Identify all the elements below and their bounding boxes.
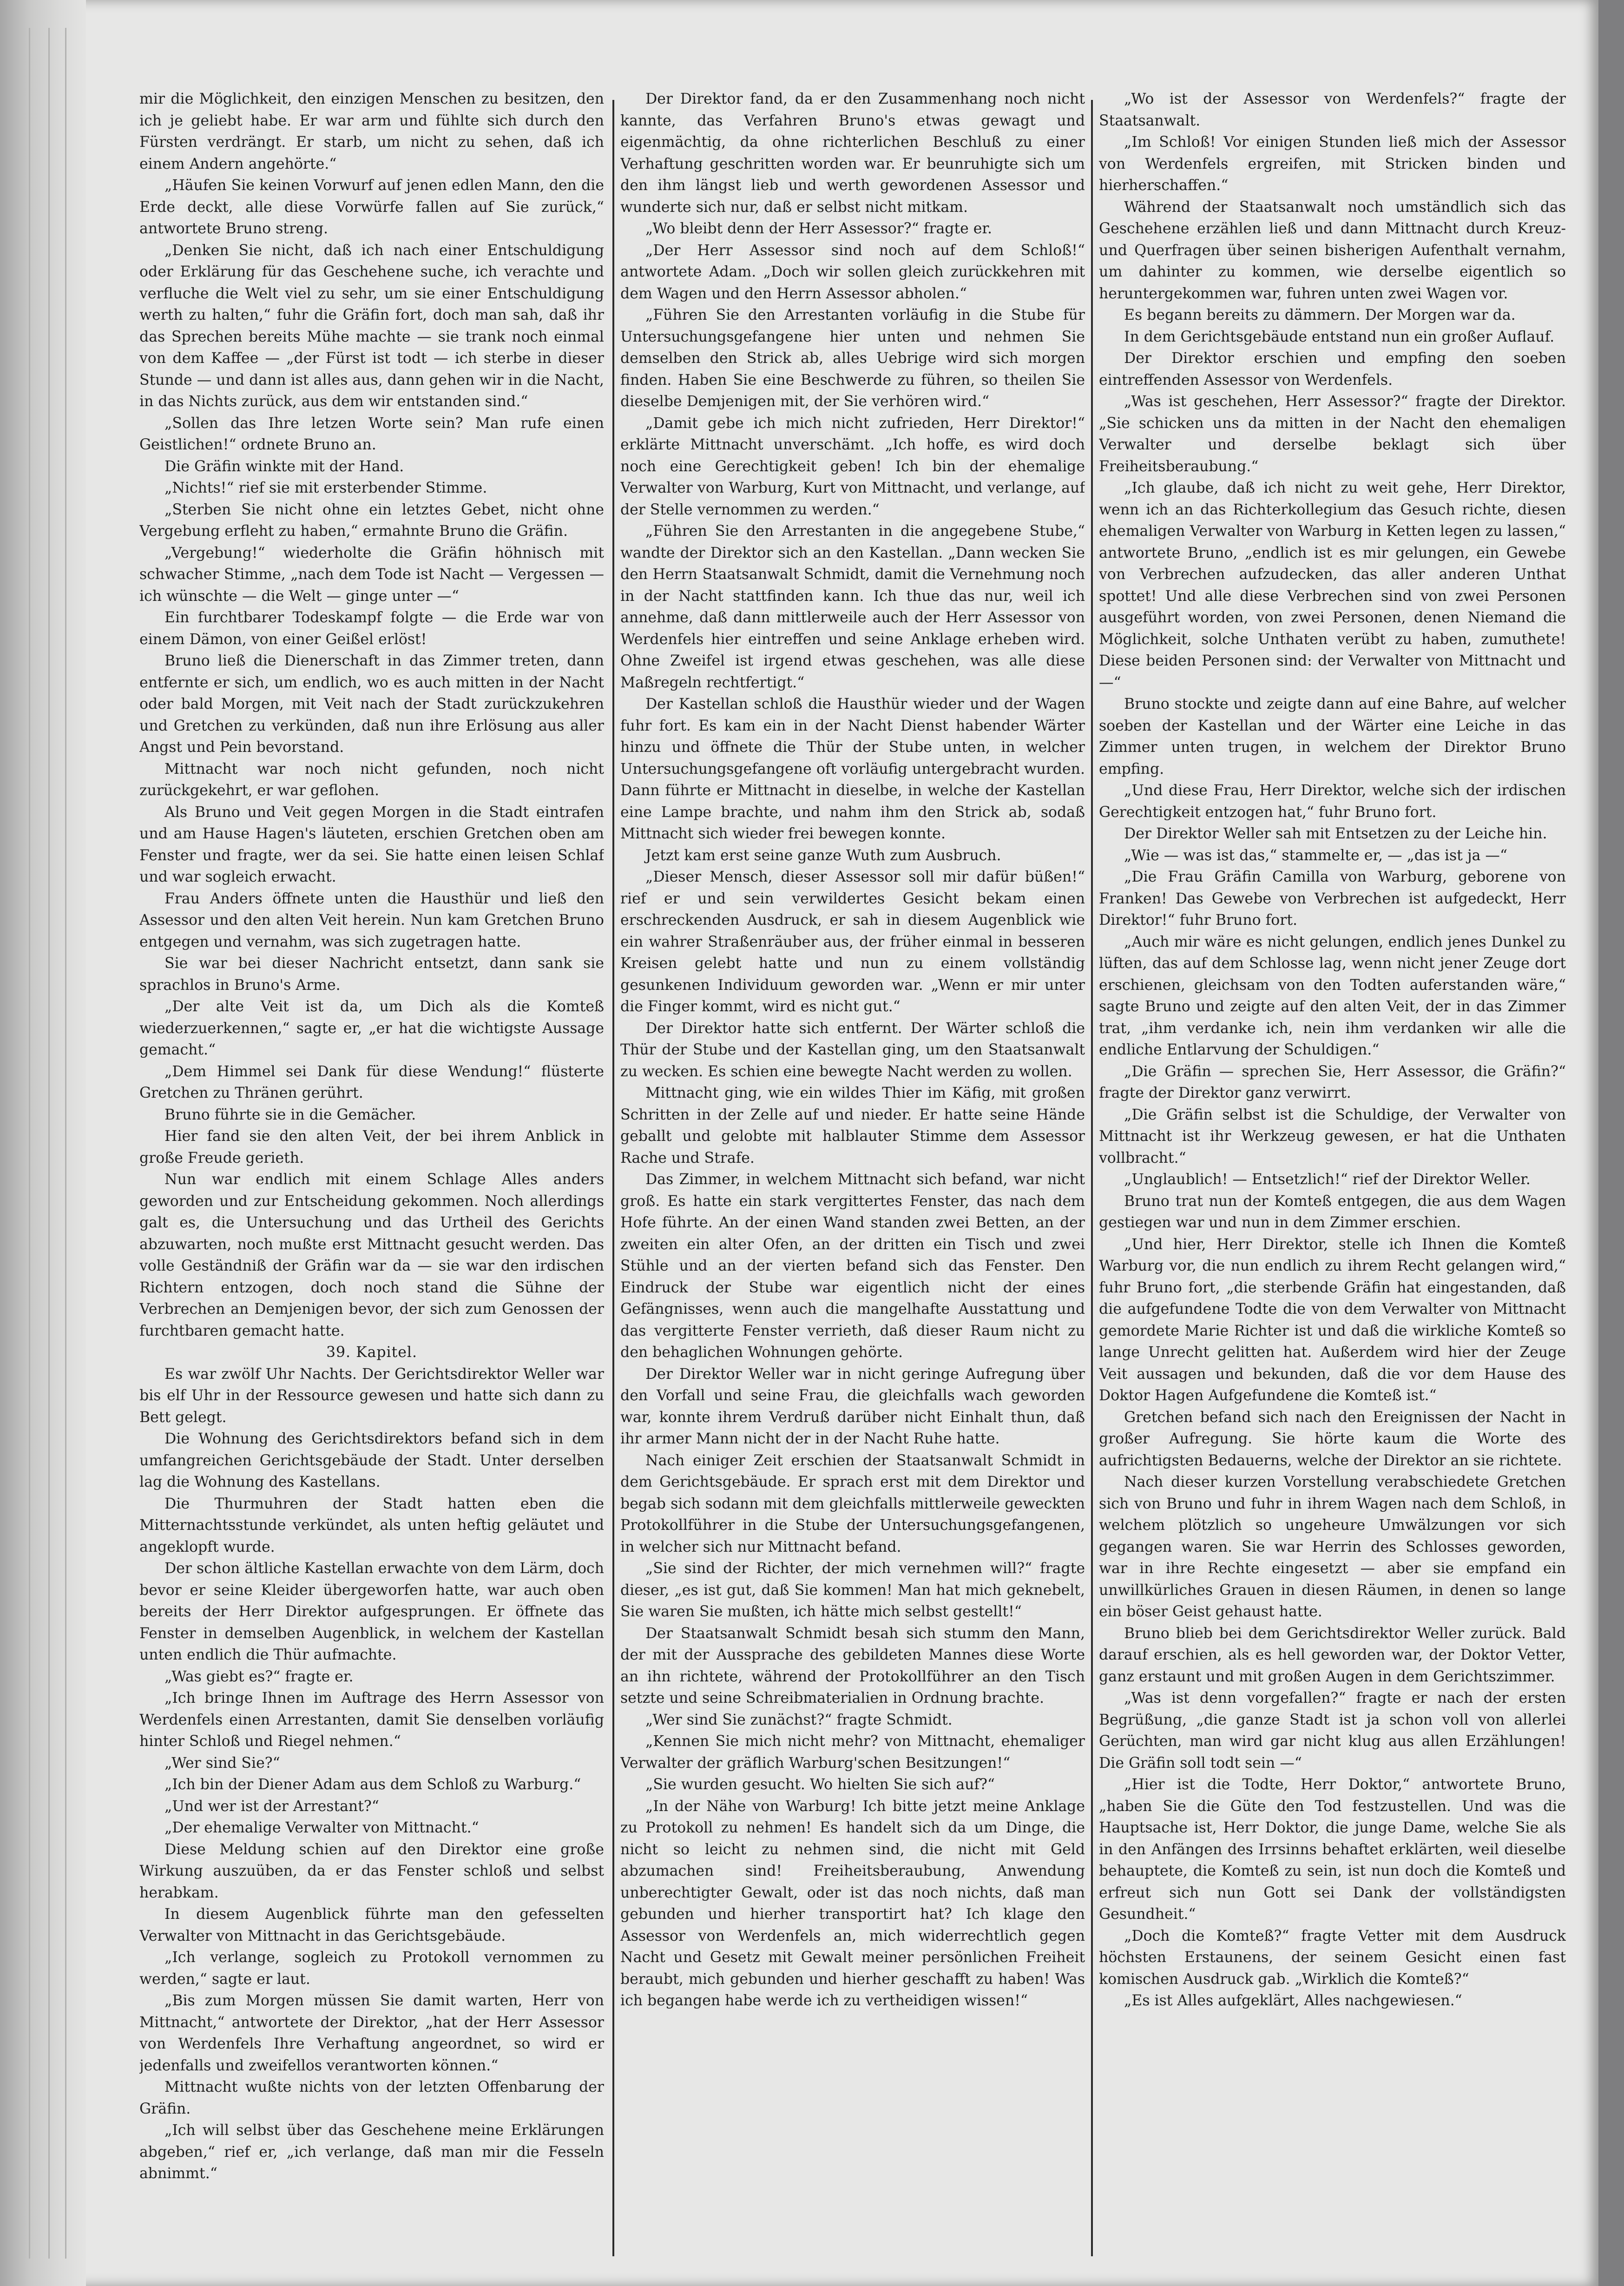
binding-line	[29, 28, 30, 2259]
paragraph: „Sterben Sie nicht ohne ein letztes Gebet, nicht ohne Vergebung erfleht zu haben,“ ermahnte Bruno die Gräfin.	[139, 501, 604, 540]
paragraph: Bruno stockte und zeigte dann auf eine Bahre, auf welcher soeben der Kastellan und der Wärter eine Leiche in das Zimmer unten trugen, in welchem der Direktor Bruno empfing.	[1099, 696, 1566, 777]
paragraph: „Kennen Sie mich nicht mehr? von Mittnacht, ehemaliger Verwalter der gräflich Warburg'schen Besitzungen!“	[620, 1733, 1085, 1772]
paragraph: Sie war bei dieser Nachricht entsetzt, dann sank sie sprachlos in Bruno's Arme.	[139, 955, 604, 994]
paragraph: „Wie — was ist das,“ stammelte er, — „das ist ja —“	[1124, 847, 1507, 864]
paragraph: Bruno ließ die Dienerschaft in das Zimmer treten, dann entfernte er sich, um endlich, wo es auch mitten in der Nacht oder bald Morgen, mit Veit nach der Stadt zurückzukehren und Gretchen zu verkünden, daß nun ihre Erlösung aus aller Angst und Pein bevorstand.	[139, 652, 604, 756]
paragraph: „Ich verlange, sogleich zu Protokoll vernommen zu werden,“ sagte er laut.	[139, 1949, 604, 1988]
paragraph: Das Zimmer, in welchem Mittnacht sich befand, war nicht groß. Es hatte ein stark vergittertes Fenster, das nach dem Hofe führte. An der einen Wand standen zwei Betten, an der zweiten ein alter Ofen, an der dritten ein Tisch und zwei Stühle und an der vierten befand sich das Fenster. Den Eindruck der Stube war eigentlich nicht der eines Gefängnisses, wenn auch die mangelhafte Ausstattung und das vergitterte Fenster verrieth, daß dieser Raum nicht zu den behaglichen Wohnungen gehörte.	[620, 1171, 1085, 1361]
paragraph: Nach dieser kurzen Vorstellung verabschiedete Gretchen sich von Bruno und fuhr in ihrem Wagen nach dem Schloß, in welchem plötzlich so ungeheure Umwälzungen vor sich gegangen waren. Sie war Herrin des Schlosses geworden, war in ihre Rechte eingesetzt — aber sie empfand ein unwillkürliches Grauen in diesen Räumen, in denen so lange ein böser Geist gehaust hatte.	[1099, 1474, 1566, 1620]
paragraph: Der Direktor Weller war in nicht geringe Aufregung über den Vorfall und seine Frau, die gleichfalls wach geworden war, konnte ihrem Verdruß darüber nicht Einhalt thun, daß ihr armer Mann nicht der in der Nacht Ruhe hatte.	[620, 1365, 1085, 1447]
paragraph: Als Bruno und Veit gegen Morgen in die Stadt eintrafen und am Hause Hagen's läuteten, erschien Gretchen oben am Fenster und fragte, wer da sei. Sie hatte einen leisen Schlaf und war sogleich erwacht.	[139, 804, 604, 885]
paragraph: „Dem Himmel sei Dank für diese Wendung!“ flüsterte Gretchen zu Thränen gerührt.	[139, 1063, 604, 1101]
paragraph: „Doch die Komteß?“ fragte Vetter mit dem Ausdruck höchsten Erstaunens, der seinem Gesicht einen fast komischen Ausdruck gab. „Wirklich die Komteß?“	[1099, 1927, 1566, 1988]
paragraph: „Und wer ist der Arrestant?“	[164, 1798, 379, 1815]
binding-line	[48, 28, 50, 2259]
paragraph: „Wo bleibt denn der Herr Assessor?“ fragte er.	[645, 220, 993, 237]
paragraph: „Auch mir wäre es nicht gelungen, endlich jenes Dunkel zu lüften, das auf dem Schlosse lag, wenn nicht jener Zeuge dort erschienen, gleichsam von den Todten auferstanden wäre,“ sagte Bruno und zeigte auf den alten Veit, der in das Zimmer trat, „ihm verdanke ich, nein ihm verdanken wir alle die endliche Entlarvung der Schuldigen.“	[1099, 933, 1566, 1058]
paragraph: Bruno blieb bei dem Gerichtsdirektor Weller zurück. Bald darauf erschien, als es hell geworden war, der Doktor Vetter, ganz erstaunt und mit großen Augen in dem Gerichtszimmer.	[1099, 1625, 1566, 1685]
paragraph: „Was ist geschehen, Herr Assessor?“ fragte der Direktor. „Sie schicken uns da mitten in der Nacht den ehemaligen Verwalter und derselbe beklagt sich über Freiheitsberaubung.“	[1099, 393, 1566, 475]
paragraph: „Sie sind der Richter, der mich vernehmen will?“ fragte dieser, „es ist gut, daß Sie kommen! Man hat mich geknebelt, Sie waren Sie mußten, ich hätte mich selbst gestellt!“	[620, 1560, 1085, 1620]
paragraph: Während der Staatsanwalt noch umständlich sich das Geschehene erzählen ließ und dann Mittnacht durch Kreuz- und Querfragen über seinen bisherigen Aufenthalt vernahm, um dahinter zu kommen, wie derselbe eigentlich so heruntergekommen war, fuhren unten zwei Wagen vor.	[1099, 198, 1566, 302]
paragraph: Frau Anders öffnete unten die Hausthür und ließ den Assessor und den alten Veit herein. Nun kam Gretchen Bruno entgegen und vernahm, was sich zugetragen hatte.	[139, 890, 604, 950]
paragraph: mir die Möglichkeit, den einzigen Menschen zu besitzen, den ich je geliebt habe. Er war arm und fühlte sich durch den Fürsten verdrängt. Er starb, um nicht zu sehen, daß ich einem Andern angehörte.“	[139, 91, 604, 172]
paragraph: Die Gräfin winkte mit der Hand.	[164, 458, 404, 475]
paragraph: Der Staatsanwalt Schmidt besah sich stumm den Mann, der mit der Aussprache des gebildeten Mannes diese Worte an ihn richtete, während der Protokollführer an den Tisch setzte und seine Schreibmaterialien in Ordnung brachte.	[620, 1625, 1085, 1706]
paragraph: „In der Nähe von Warburg! Ich bitte jetzt meine Anklage zu Protokoll zu nehmen! Es handelt sich da um Dinge, die nicht so leicht zu nehmen sind, die nicht mit Geld abzumachen sind! Freiheitsberaubung, Anwendung unberechtigter Gewalt, oder ist das noch nichts, daß man gebunden und hierher transportirt hat? Ich klage den Assessor von Werdenfels an, mich widerrechtlich gegen Nacht und Gesetz mit Gewalt meiner persönlichen Freiheit beraubt, mich gebunden und hierher geschafft zu haben! Was ich begangen habe werde ich zu vertheidigen wissen!“	[620, 1798, 1085, 2009]
paragraph: „Nichts!“ rief sie mit ersterbender Stimme.	[164, 480, 487, 496]
chapter-heading: 39. Kapitel.	[326, 1344, 418, 1361]
paragraph: Mittnacht ging, wie ein wildes Thier im Käfig, mit großen Schritten in der Zelle auf und nieder. Er hatte seine Hände geballt und gelobte mit halblauter Stimme dem Assessor Rache und Strafe.	[620, 1085, 1085, 1166]
paragraph: Mittnacht war noch nicht gefunden, noch nicht zurückgekehrt, er war geflohen.	[139, 760, 604, 799]
text-column-2	[620, 88, 1085, 2261]
paragraph: „Wer sind Sie?“	[164, 1754, 280, 1772]
paragraph: In dem Gerichtsgebäude entstand nun ein großer Auflauf.	[1124, 328, 1555, 345]
column-divider	[612, 100, 614, 2256]
paragraph: Diese Meldung schien auf den Direktor eine große Wirkung auszuüben, da er das Fenster schloß und selbst herabkam.	[139, 1841, 604, 1901]
paragraph: Es begann bereits zu dämmern. Der Morgen war da.	[1124, 307, 1516, 323]
paragraph: Der schon ältliche Kastellan erwachte von dem Lärm, doch bevor er seine Kleider übergeworfen hatte, war auch oben bereits der Herr Direktor aufgesprungen. Er öffnete das Fenster in demselben Augenblick, in welchem der Kastellan unten endlich die Thür aufmachte.	[139, 1560, 604, 1663]
paragraph: „Dieser Mensch, dieser Assessor soll mir dafür büßen!“ rief er und sein verwildertes Gesicht bekam einen erschreckenden Ausdruck, er sah in diesem Augenblick wie ein wahrer Straßenräuber aus, der früher einmal in besseren Kreisen gelebt hatte und nun zu einem vollständig gesunkenen Individuum geworden war. „Wenn er mir unter die Finger kommt, wird es nicht gut.“	[620, 869, 1085, 1015]
paragraph: Der Kastellan schloß die Hausthür wieder und der Wagen fuhr fort. Es kam ein in der Nacht Dienst habender Wärter hinzu und öffnete die Thür der Stube unten, in welcher Untersuchungsgefangene oft vorläufig untergebracht wurden. Dann führte er Mittnacht in dieselbe, in welche der Kastellan eine Lampe brachte, und nahm ihm den Strick ab, sodaß Mittnacht sich wieder frei bewegen konnte.	[620, 696, 1085, 842]
text-column-1	[139, 88, 604, 2261]
paragraph: Bruno führte sie in die Gemächer.	[164, 1106, 416, 1123]
paragraph: Mittnacht wußte nichts von der letzten Offenbarung der Gräfin.	[139, 2079, 604, 2117]
paragraph: „Was giebt es?“ fragte er.	[164, 1668, 354, 1685]
paragraph: „Führen Sie den Arrestanten vorläufig in die Stube für Untersuchungsgefangene hier unten und nehmen Sie demselben den Strick ab, alles Uebrige wird sich morgen finden. Haben Sie eine Beschwerde zu führen, so theilen Sie dieselbe Demjenigen mit, der Sie verhören wird.“	[620, 307, 1085, 410]
text-column-3	[1099, 88, 1566, 2261]
paragraph: „Was ist denn vorgefallen?“ fragte er nach der ersten Begrüßung, „die ganze Stadt ist ja schon voll von allerlei Gerüchten, man wird gar nicht klug aus allen Erzählungen! Die Gräfin soll todt sein —“	[1099, 1690, 1566, 1772]
paragraph: „Ich glaube, daß ich nicht zu weit gehe, Herr Direktor, wenn ich an das Richterkollegium das Gesuch richte, diesen ehemaligen Verwalter von Warburg in Ketten legen zu lassen,“ antwortete Bruno, „endlich ist es mir gelungen, ein Gewebe von Verbrechen aufzudecken, das aller anderen Unthat spottet! Und alle diese Verbrechen sind von zwei Personen ausgeführt worden, von zwei Personen, denen Niemand die Möglichkeit, solche Unthaten verübt zu haben, zumuthete! Diese beiden Personen sind: der Verwalter von Mittnacht und —“	[1099, 480, 1566, 691]
paragraph: „Vergebung!“ wiederholte die Gräfin höhnisch mit schwacher Stimme, „nach dem Tode ist Nacht — Vergessen — ich wünschte — die Welt — ginge unter —“	[139, 544, 604, 605]
paragraph: „Wer sind Sie zunächst?“ fragte Schmidt.	[645, 1711, 953, 1728]
paragraph: Gretchen befand sich nach den Ereignissen der Nacht in großer Aufregung. Sie hörte kaum die Worte des aufrichtigsten Bedauerns, welche der Direktor an sie richtete.	[1099, 1409, 1566, 1469]
paragraph: Die Wohnung des Gerichtsdirektors befand sich in dem umfangreichen Gerichtsgebäude der Stadt. Unter derselben lag die Wohnung des Kastellans.	[139, 1430, 604, 1490]
paragraph: Nun war endlich mit einem Schlage Alles anders geworden und zur Entscheidung gekommen. Noch allerdings galt es, die Untersuchung und das Urtheil des Gerichts abzuwarten, noch mußte erst Mittnacht gesucht werden. Das volle Geständniß der Gräfin war da — sie war den irdischen Richtern entzogen, doch noch stand die Sühne der Verbrechen an Demjenigen bevor, der sich zum Genossen der furchtbaren gemacht hatte.	[139, 1171, 604, 1339]
paragraph: „Wo ist der Assessor von Werdenfels?“ fragte der Staatsanwalt.	[1099, 91, 1566, 129]
paragraph: „Bis zum Morgen müssen Sie damit warten, Herr von Mittnacht,“ antwortete der Direktor, „hat der Herr Assessor von Werdenfels Ihre Verhaftung angeordnet, so wird er jedenfalls und zweifellos verantworten können.“	[139, 1992, 604, 2074]
paragraph: „Und hier, Herr Direktor, stelle ich Ihnen die Komteß Warburg vor, die nun endlich zu ihrem Recht gelangen wird,“ fuhr Bruno fort, „die sterbende Gräfin hat eingestanden, daß die aufgefundene Todte die von dem Verwalter von Mittnacht gemordete Marie Richter ist und daß die wirkliche Komteß so lange Unrecht gelitten hat. Außerdem wird hier der Zeuge Veit aussagen und bekunden, daß die vor dem Hause des Doktor Hagen Aufgefundene die Komteß ist.“	[1099, 1236, 1566, 1404]
paragraph: Die Thurmuhren der Stadt hatten eben die Mitternachtsstunde verkündet, als unten heftig geläutet und angeklopft wurde.	[139, 1495, 604, 1555]
paragraph: „Ich bin der Diener Adam aus dem Schloß zu Warburg.“	[164, 1776, 581, 1793]
paragraph: „Sie wurden gesucht. Wo hielten Sie sich auf?“	[645, 1776, 995, 1793]
paragraph: „Damit gebe ich mich nicht zufrieden, Herr Direktor!“ erklärte Mittnacht unverschämt. „Ich hoffe, es wird doch noch eine Gerechtigkeit geben! Ich bin der ehemalige Verwalter von Warburg, Kurt von Mittnacht, und verlange, auf der Stelle vernommen zu werden.“	[620, 415, 1085, 518]
paragraph: Nach einiger Zeit erschien der Staatsanwalt Schmidt in dem Gerichtsgebäude. Er sprach erst mit dem Direktor und begab sich sodann mit dem gleichfalls mittlerweile geweckten Protokollführer in die Stube der Untersuchungsgefangenen, in welcher sich nur Mittnacht befand.	[620, 1452, 1085, 1555]
paragraph: Der Direktor Weller sah mit Entsetzen zu der Leiche hin.	[1124, 825, 1547, 842]
paragraph: „Und diese Frau, Herr Direktor, welche sich der irdischen Gerechtigkeit entzogen hat,“ fuhr Bruno fort.	[1099, 782, 1566, 821]
paragraph: „Der ehemalige Verwalter von Mittnacht.“	[164, 1819, 479, 1836]
paragraph: „Denken Sie nicht, daß ich nach einer Entschuldigung oder Erklärung für das Geschehene suche, ich verachte und verfluche die Welt viel zu sehr, um sie einer Entschuldigung werth zu halten,“ fuhr die Gräfin fort, doch man sah, daß ihr das Sprechen bereits Mühe machte — sie trank noch einmal von dem Kaffee — „der Fürst ist todt — ich sterbe in dieser Stunde — und dann ist alles aus, dann gehen wir in die Nacht, in das Nichts zurück, aus dem wir entstanden sind.“	[139, 242, 604, 410]
paragraph: „Der Herr Assessor sind noch auf dem Schloß!“ antwortete Adam. „Doch wir sollen gleich zurückkehren mit dem Wagen und den Herrn Assessor abholen.“	[620, 242, 1085, 302]
paragraph: „Sollen das Ihre letzen Worte sein? Man rufe einen Geistlichen!“ ordnete Bruno an.	[139, 415, 604, 453]
paragraph: „Die Gräfin — sprechen Sie, Herr Assessor, die Gräfin?“ fragte der Direktor ganz verwirrt.	[1099, 1063, 1566, 1101]
paragraph: „Häufen Sie keinen Vorwurf auf jenen edlen Mann, den die Erde deckt, alle diese Vorwürfe fallen auf Sie zurück,“ antwortete Bruno streng.	[139, 177, 604, 237]
paragraph: „Führen Sie den Arrestanten in die angegebene Stube,“ wandte der Direktor sich an den Kastellan. „Dann wecken Sie den Herrn Staatsanwalt Schmidt, damit die Vernehmung noch in der Nacht stattfinden kann. Ich thue das nur, weil ich annehme, daß dann mittlerweile auch der Herr Assessor von Werdenfels hier eintreffen und seine Anklage erheben wird. Ohne Zweifel ist irgend etwas geschehen, was alle diese Maßregeln rechtfertigt.“	[620, 523, 1085, 691]
paragraph: „Unglaublich! — Entsetzlich!“ rief der Direktor Weller.	[1124, 1171, 1531, 1188]
paragraph: „Es ist Alles aufgeklärt, Alles nachgewiesen.“	[1124, 1992, 1462, 2009]
paragraph: „Ich will selbst über das Geschehene meine Erklärungen abgeben,“ rief er, „ich verlange, daß man mir die Fesseln abnimmt.“	[139, 2122, 604, 2182]
binding-line	[65, 28, 66, 2259]
paragraph: Es war zwölf Uhr Nachts. Der Gerichtsdirektor Weller war bis elf Uhr in der Ressource gewesen und hatte sich dann zu Bett gelegt.	[139, 1365, 604, 1426]
paragraph: „Hier ist die Todte, Herr Doktor,“ antwortete Bruno, „haben Sie die Güte den Tod festzustellen. Und was die Hauptsache ist, Herr Doktor, die junge Dame, welche Sie als in den Anfängen des Irrsinns behaftet erklärten, weil dieselbe behauptete, die Komteß zu sein, ist nun doch die Komteß und erfreut sich nun Gott sei Dank der vollständigsten Gesundheit.“	[1099, 1776, 1566, 1923]
paragraph: „Die Gräfin selbst ist die Schuldige, der Verwalter von Mittnacht ist ihr Werkzeug gewesen, er hat die Unthaten vollbracht.“	[1099, 1106, 1566, 1166]
paragraph: Der Direktor erschien und empfing den soeben eintreffenden Assessor von Werdenfels.	[1099, 350, 1566, 389]
paragraph: In diesem Augenblick führte man den gefesselten Verwalter von Mittnacht in das Gerichtsgebäude.	[139, 1906, 604, 1944]
paragraph: Hier fand sie den alten Veit, der bei ihrem Anblick in große Freude gerieth.	[139, 1128, 604, 1166]
paragraph: Ein furchtbarer Todeskampf folgte — die Erde war von einem Dämon, von einer Geißel erlöst!	[139, 609, 604, 648]
paragraph: Jetzt kam erst seine ganze Wuth zum Ausbruch.	[645, 847, 1001, 864]
paragraph: „Ich bringe Ihnen im Auftrage des Herrn Assessor von Werdenfels einen Arrestanten, damit Sie denselben vorläufig hinter Schloß und Riegel nehmen.“	[139, 1690, 604, 1750]
paragraph: „Der alte Veit ist da, um Dich als die Komteß wiederzuerkennen,“ sagte er, „er hat die wichtigste Aussage gemacht.“	[139, 998, 604, 1058]
paragraph: Bruno trat nun der Komteß entgegen, die aus dem Wagen gestiegen war und nun in dem Zimmer erschien.	[1099, 1192, 1566, 1231]
paragraph: „Die Frau Gräfin Camilla von Warburg, geborene von Franken! Das Gewebe von Verbrechen ist aufgedeckt, Herr Direktor!“ fuhr Bruno fort.	[1099, 869, 1566, 929]
binding-edge	[0, 0, 86, 2286]
column-divider	[1091, 100, 1093, 2256]
paragraph: Der Direktor hatte sich entfernt. Der Wärter schloß die Thür der Stube und der Kastellan ging, um den Staatsanwalt zu wecken. Es schien eine bewegte Nacht werden zu wollen.	[620, 1020, 1085, 1080]
paragraph: „Im Schloß! Vor einigen Stunden ließ mich der Assessor von Werdenfels ergreifen, mit Stricken binden und hierherschaffen.“	[1099, 134, 1566, 194]
paragraph: Der Direktor fand, da er den Zusammenhang noch nicht kannte, das Verfahren Bruno's etwas gewagt und eigenmächtig, da ohne richterlichen Beschluß zu einer Verhaftung geschritten worden war. Er beunruhigte sich um den ihm längst lieb und werth gewordenen Assessor und wunderte sich nur, daß er selbst nicht mitkam.	[620, 91, 1085, 216]
